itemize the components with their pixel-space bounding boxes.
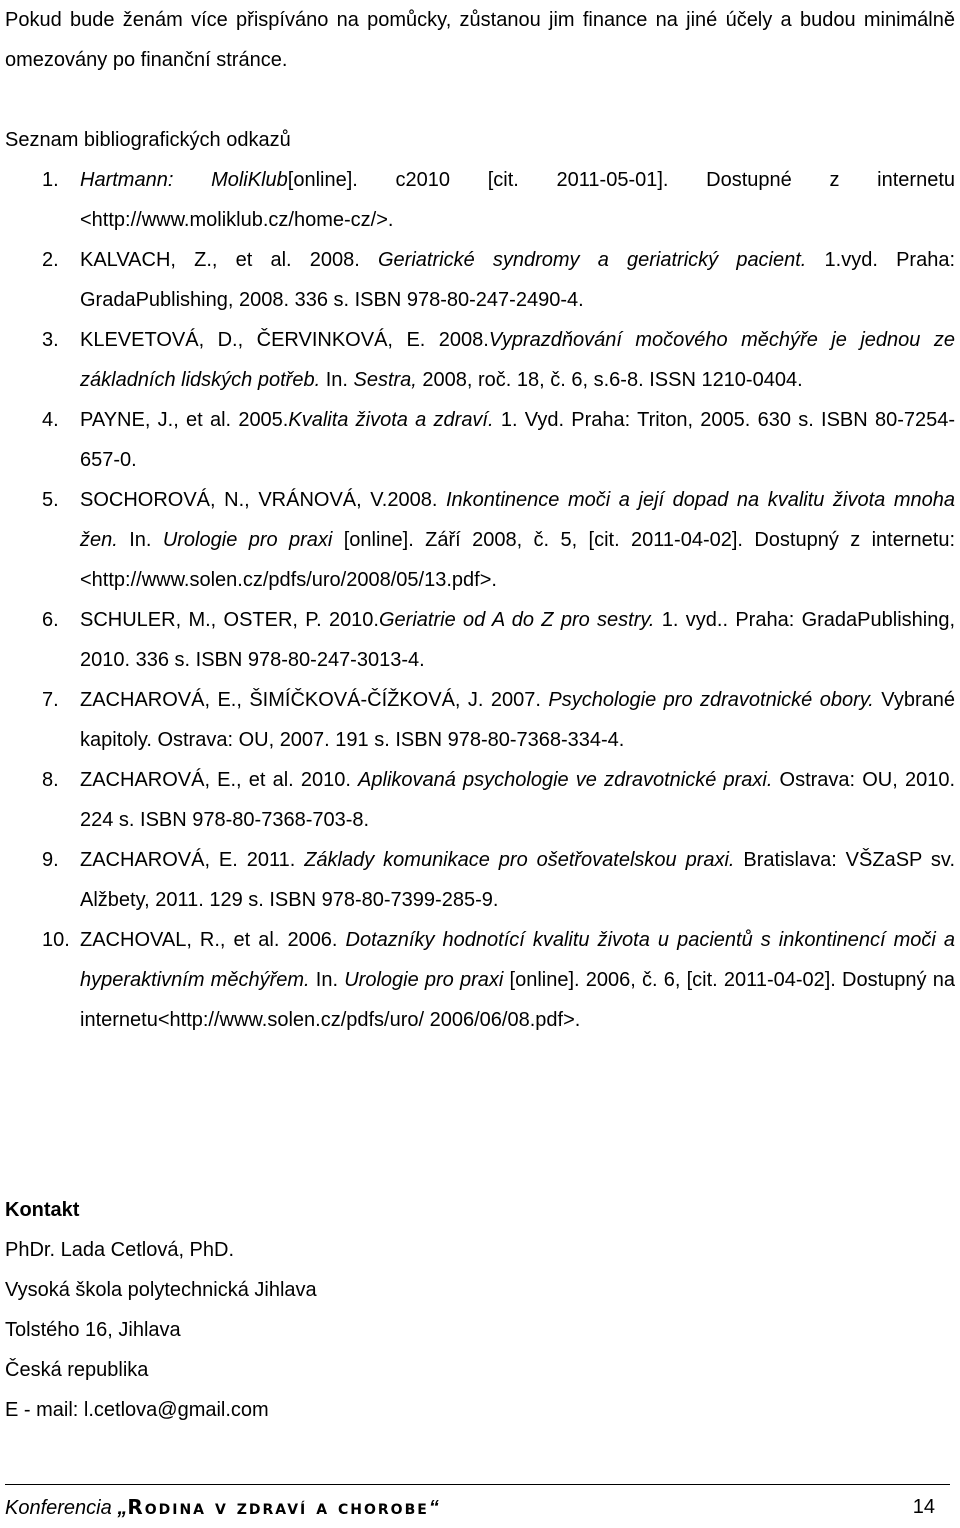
bibliography-item-number: 1. — [42, 169, 59, 191]
bibliography-item-title: Kvalita života a zdraví. — [288, 409, 494, 431]
bibliography-item-text: 1.vyd. Praha: GradaPublishing, 2008. 336 s. ISBN 978-80-247-2490-4. — [80, 249, 956, 311]
footer-conference-label: Konferencia — [5, 1497, 112, 1519]
bibliography-item-text: ZACHAROVÁ, E., ŠIMÍČKOVÁ-ČÍŽKOVÁ, J. 2007. — [80, 689, 549, 711]
bibliography-item-text: PAYNE, J., et al. 2005. — [80, 409, 289, 431]
bibliography-item-text: In. — [320, 369, 354, 391]
bibliography-item — [5, 320, 955, 400]
bibliography-item-title: Hartmann: — [80, 169, 212, 191]
bibliography-item-text: [online]. Září 2008, č. 5, [cit. 2011-04-02]. Dostupný z internetu: <http://www.solen.cz/pdfs/uro/2008/05/13.pdf>. — [80, 529, 955, 591]
bibliography-item-text: SCHULER, M., OSTER, P. 2010. — [80, 609, 379, 631]
bibliography-item-number: 3. — [42, 329, 59, 351]
bibliography-item — [5, 160, 955, 240]
bibliography-item-title: Psychologie pro zdravotnické obory. — [548, 689, 874, 711]
bibliography-item-number: 10. — [42, 929, 70, 951]
bibliography-item-number: 9. — [42, 849, 59, 871]
bibliography-item-text: ZACHOVAL, R., et al. 2006. — [80, 929, 346, 951]
bibliography-item-title: Geriatrické syndromy a geriatrický pacient. — [378, 249, 807, 271]
bibliography-item-title: MoliKlub — [211, 169, 288, 191]
contact-address: Tolstého 16, Jihlava — [5, 1319, 181, 1341]
bibliography-item-title: Vyprazdňování močového měchýře je jednou ze základních lidských potřeb. — [80, 329, 955, 391]
bibliography-item-text: KLEVETOVÁ, D., ČERVINKOVÁ, E. 2008. — [80, 329, 489, 351]
bibliography-item — [5, 840, 955, 920]
bibliography-item-number: 4. — [42, 409, 59, 431]
footer-conference-name: Rodina v zdraví a chorobe — [127, 1495, 429, 1519]
footer-open-quote: „ — [117, 1497, 128, 1519]
contact-institution: Vysoká škola polytechnická Jihlava — [5, 1279, 317, 1301]
bibliography-item — [5, 920, 955, 1040]
bibliography-item-number: 7. — [42, 689, 59, 711]
bibliography-item — [5, 240, 955, 320]
bibliography-item-title: Urologie pro praxi — [344, 969, 504, 991]
bibliography-item-title: Dotazníky hodnotící kvalitu života u pacientů s inkontinencí moči a hyperaktivním měchýřem. — [80, 929, 955, 991]
bibliography-item-text: Bratislava: VŠZaSP sv. Alžbety, 2011. 129 s. ISBN 978-80-7399-285-9. — [80, 849, 956, 911]
bibliography-item — [5, 680, 955, 760]
bibliography-item-title: Sestra, — [353, 369, 417, 391]
bibliography-item-title: Urologie pro praxi — [162, 529, 333, 551]
footer-close-quote: “ — [428, 1497, 439, 1519]
intro-paragraph: Pokud bude ženám více přispíváno na pomůcky, zůstanou jim finance na jiné účely a budou minimálně omezovány po finanční stránce. — [5, 9, 955, 71]
footer-divider — [5, 1484, 950, 1485]
page-footer — [5, 1487, 950, 1527]
contact-block — [5, 1190, 945, 1430]
bibliography-item — [5, 400, 955, 480]
bibliography-item-number: 2. — [42, 249, 59, 271]
bibliography-item — [5, 480, 955, 600]
bibliography-item-number: 8. — [42, 769, 59, 791]
bibliography-item-text: [online]. 2006, č. 6, [cit. 2011-04-02]. Dostupný na internetu<http://www.solen.cz/pdfs/uro/ 2006/06/08.pdf>. — [80, 969, 955, 1031]
bibliography-heading-text: Seznam bibliografických odkazů — [5, 129, 291, 151]
bibliography-item-text: In. — [117, 529, 163, 551]
bibliography-item-text: 2008, roč. 18, č. 6, s.6-8. ISSN 1210-0404. — [416, 369, 803, 391]
bibliography-item — [5, 760, 955, 840]
contact-country: Česká republika — [5, 1359, 149, 1381]
bibliography-item-text: 1. Vyd. Praha: Triton, 2005. 630 s. ISBN 80-7254-657-0. — [80, 409, 956, 471]
bibliography-item-text: SOCHOROVÁ, N., VRÁNOVÁ, V.2008. — [80, 489, 446, 511]
bibliography-heading — [5, 120, 955, 160]
contact-title: Kontakt — [5, 1199, 80, 1221]
bibliography-item-text: 1. vyd.. Praha: GradaPublishing, 2010. 336 s. ISBN 978-80-247-3013-4. — [80, 609, 956, 671]
bibliography-item-title: Inkontinence moči a její dopad na kvalitu života mnoha žen. — [80, 489, 955, 551]
bibliography-item-text: Ostrava: OU, 2010. 224 s. ISBN 978-80-7368-703-8. — [80, 769, 955, 831]
bibliography-item-text: [online]. c2010 [cit. 2011-05-01]. Dostupné z internetu <http://www.moliklub.cz/home-cz/>. — [80, 169, 955, 231]
bibliography-item-text: KALVACH, Z., et al. 2008. — [80, 249, 378, 271]
bibliography-item — [5, 600, 955, 680]
bibliography-list — [5, 160, 955, 1040]
contact-email: E - mail: l.cetlova@gmail.com — [5, 1399, 269, 1421]
bibliography-item-title: Aplikovaná psychologie ve zdravotnické praxi. — [358, 769, 773, 791]
bibliography-item-text: ZACHAROVÁ, E. 2011. — [80, 849, 305, 871]
bibliography-item-text: Vybrané kapitoly. Ostrava: OU, 2007. 191 s. ISBN 978-80-7368-334-4. — [80, 689, 955, 751]
bibliography-item-title: Základy komunikace pro ošetřovatelskou praxi. — [304, 849, 735, 871]
bibliography-item-text: ZACHAROVÁ, E., et al. 2010. — [80, 769, 359, 791]
bibliography-item-text: In. — [309, 969, 345, 991]
contact-name: PhDr. Lada Cetlová, PhD. — [5, 1239, 235, 1261]
bibliography-item-title: Geriatrie od A do Z pro sestry. — [379, 609, 655, 631]
page-number: 14 — [912, 1496, 935, 1518]
document-page — [5, 0, 955, 1040]
bibliography-item-number: 5. — [42, 489, 59, 511]
bibliography-item-number: 6. — [42, 609, 59, 631]
